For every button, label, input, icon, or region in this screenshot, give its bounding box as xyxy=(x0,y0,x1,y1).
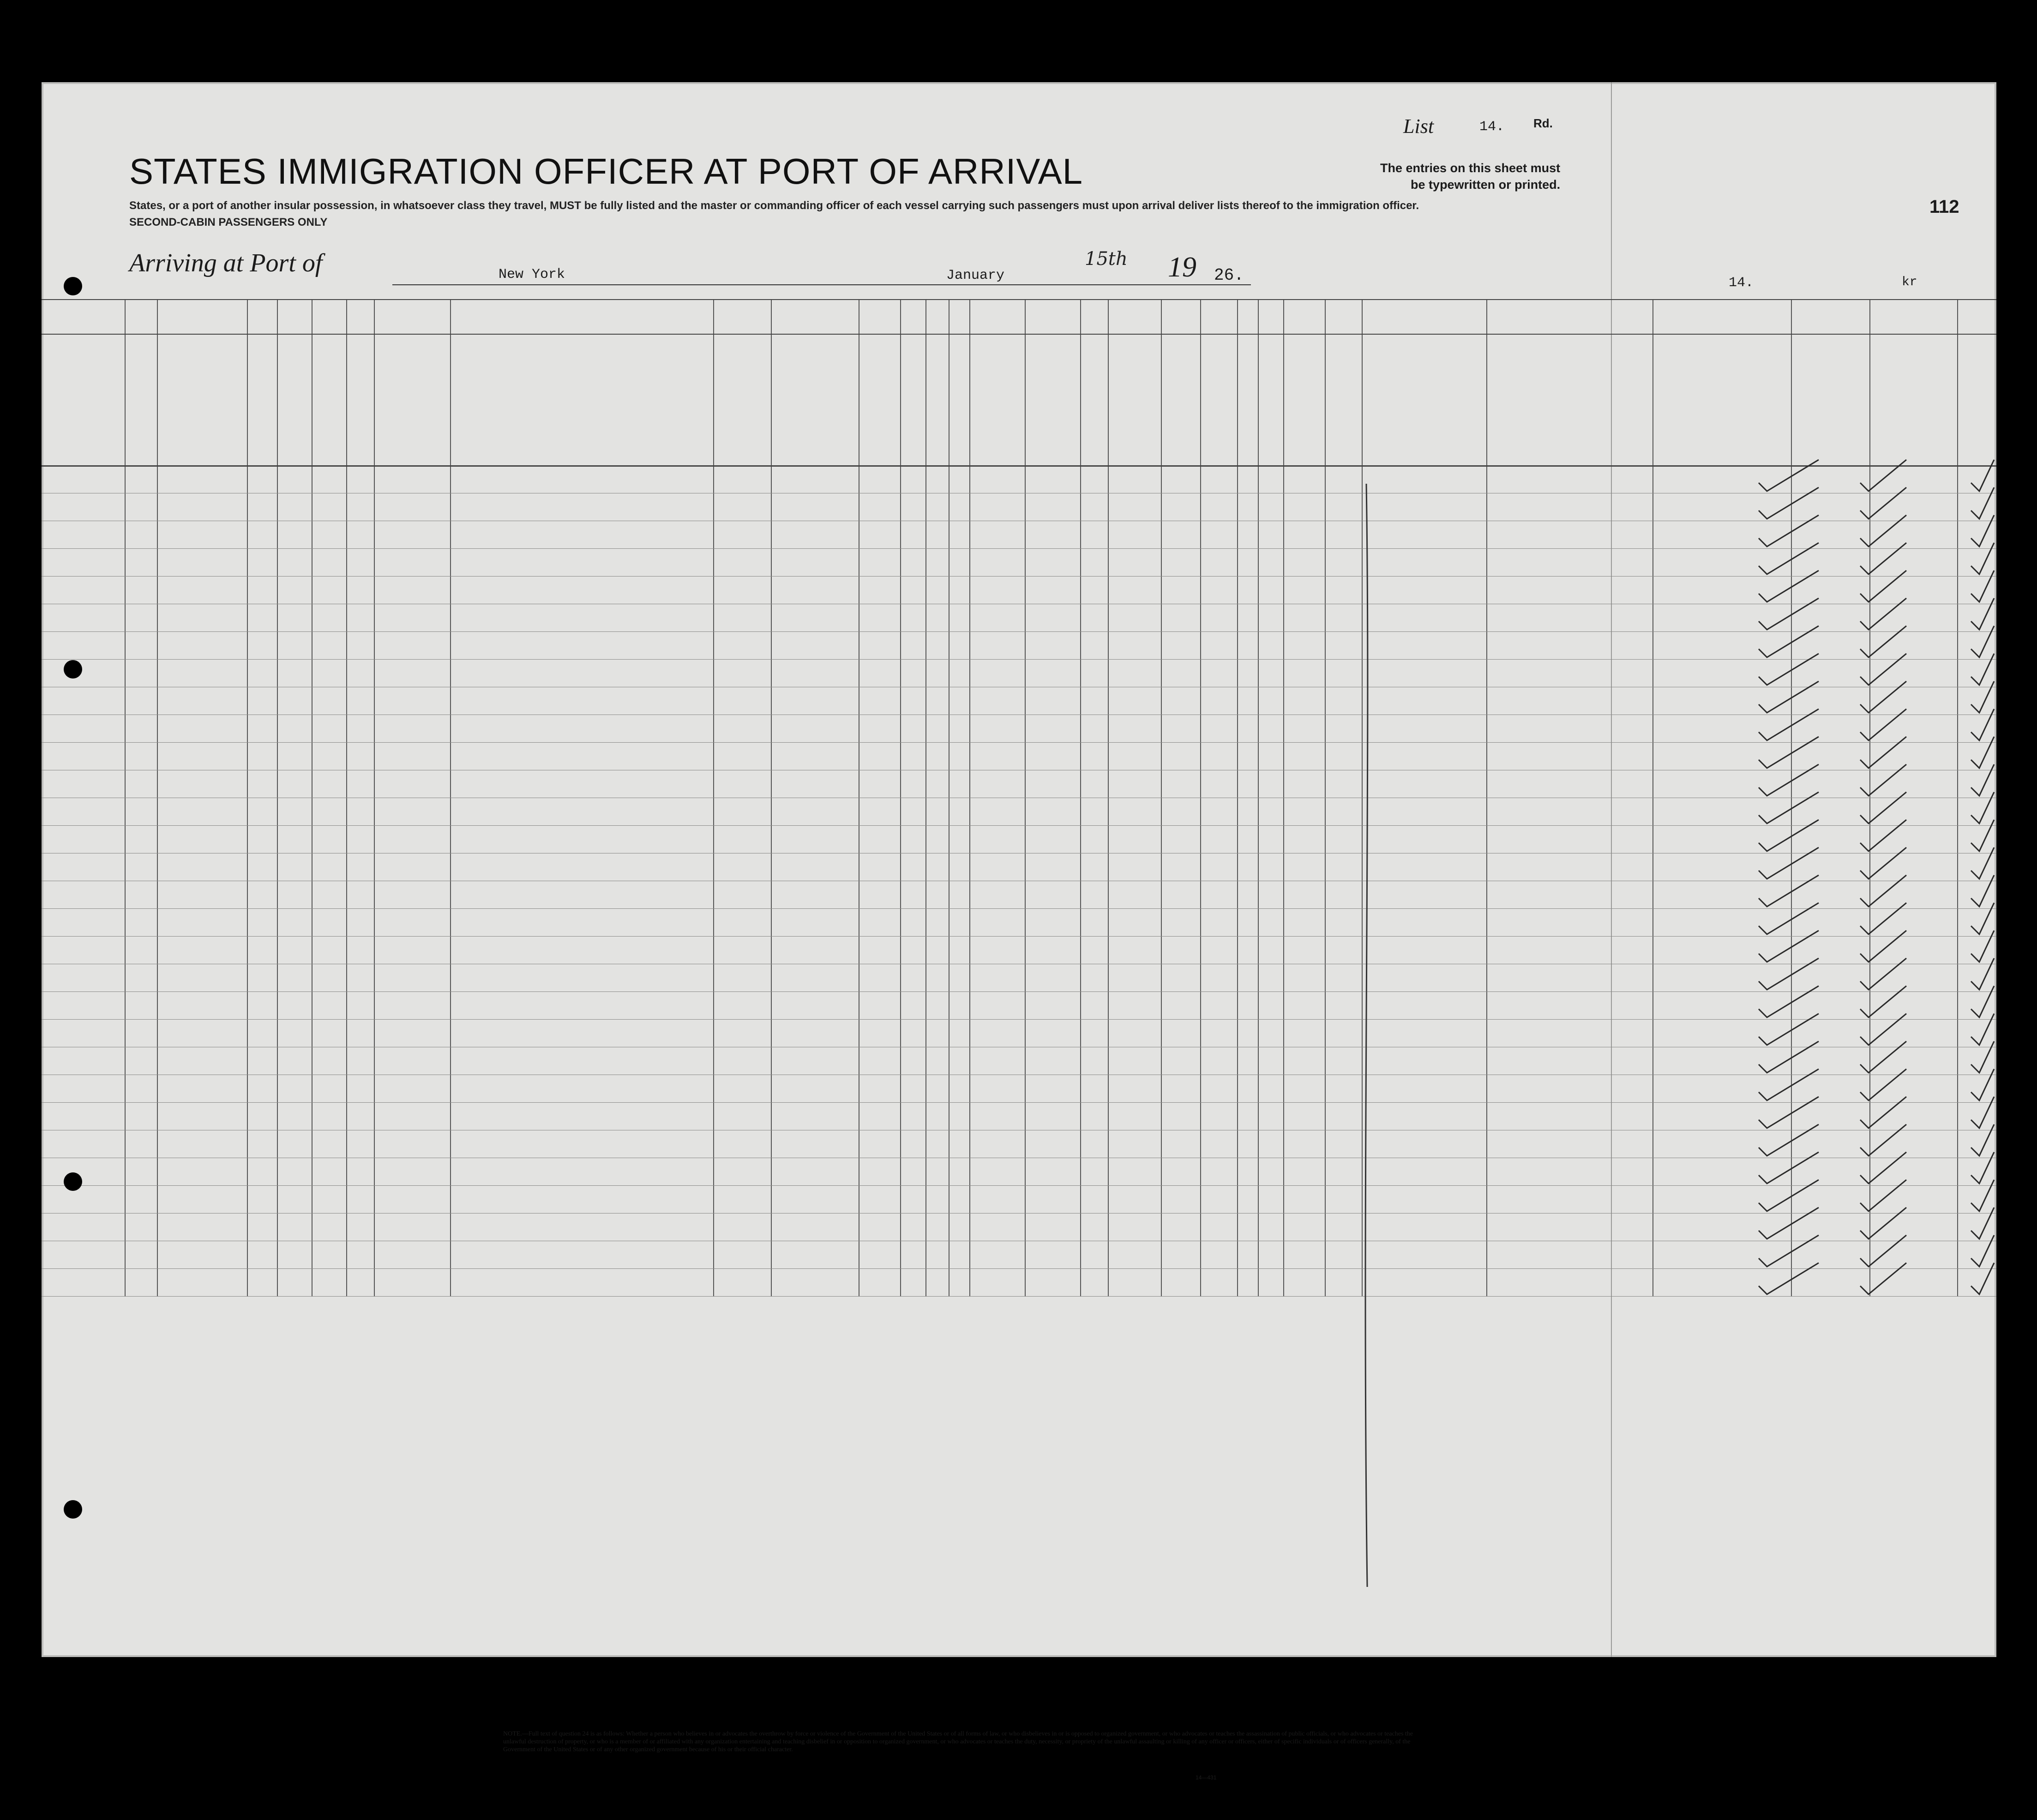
check-mark-stroke xyxy=(1759,1097,1819,1128)
check-mark-stroke xyxy=(1971,1263,1994,1294)
check-mark-stroke xyxy=(1860,847,1906,879)
header-number-rule xyxy=(42,334,1996,335)
row-rule xyxy=(42,991,1996,992)
check-mark-stroke xyxy=(1860,626,1906,657)
check-mark-stroke xyxy=(1759,847,1819,879)
check-mark-stroke xyxy=(1759,792,1819,823)
check-mark-stroke xyxy=(1971,598,1994,630)
check-mark-stroke xyxy=(1971,931,1994,962)
check-mark-stroke xyxy=(1971,709,1994,740)
header-bottom-rule xyxy=(42,465,1996,467)
page-title: STATES IMMIGRATION OFFICER AT PORT OF ARRIVAL xyxy=(129,151,1083,192)
check-mark-stroke xyxy=(1759,764,1819,796)
check-mark-stroke xyxy=(1759,875,1819,907)
check-mark-stroke xyxy=(1971,1069,1994,1100)
check-mark-stroke xyxy=(1860,654,1906,685)
list-number-right: 14. xyxy=(1729,275,1754,291)
check-mark-stroke xyxy=(1860,931,1906,962)
check-mark-stroke xyxy=(1860,709,1906,740)
check-mark-stroke xyxy=(1759,820,1819,851)
check-mark-stroke xyxy=(1860,820,1906,851)
sheet-fold xyxy=(1611,82,1612,1657)
check-mark-stroke xyxy=(1759,1152,1819,1183)
check-mark-stroke xyxy=(1971,1124,1994,1156)
check-mark-stroke xyxy=(1971,986,1994,1017)
check-mark-stroke xyxy=(1971,1180,1994,1211)
check-mark-stroke xyxy=(1971,903,1994,934)
row-rule xyxy=(42,1268,1996,1269)
check-mark-stroke xyxy=(1759,1124,1819,1156)
arrival-port: New York xyxy=(499,267,565,282)
check-mark-stroke xyxy=(1860,571,1906,602)
check-mark-stroke xyxy=(1759,1207,1819,1239)
pen-line xyxy=(1365,484,1368,1587)
check-mark-stroke xyxy=(1860,460,1906,491)
check-mark-stroke xyxy=(1860,1124,1906,1156)
clerk-initials: kr xyxy=(1902,275,1917,289)
check-mark-stroke xyxy=(1759,1263,1819,1294)
check-mark-stroke xyxy=(1759,958,1819,990)
entries-note-line-2: be typewritten or printed. xyxy=(1411,178,1561,192)
check-mark-stroke xyxy=(1759,986,1819,1017)
form-code: 14—431 xyxy=(1196,1774,1217,1781)
instructions-text: States, or a port of another insular possession, in whatsoever class they travel, MUST be fully listed and the master or commanding officer of each vessel carrying such passengers must upon arrival deliver lists thereof to the immigration officer. xyxy=(129,199,1419,212)
check-mark-stroke xyxy=(1971,1152,1994,1183)
row-rule xyxy=(42,1185,1996,1186)
check-mark-stroke xyxy=(1759,1041,1819,1073)
row-rule xyxy=(42,576,1996,577)
check-mark-stroke xyxy=(1971,737,1994,768)
check-mark-stroke xyxy=(1860,875,1906,907)
check-mark-stroke xyxy=(1860,1152,1906,1183)
check-mark-stroke xyxy=(1759,487,1819,519)
punch-hole xyxy=(64,277,82,295)
check-mark-stroke xyxy=(1971,487,1994,519)
row-rule xyxy=(42,548,1996,549)
row-rule xyxy=(42,631,1996,632)
check-mark-stroke xyxy=(1860,598,1906,630)
check-mark-stroke xyxy=(1971,847,1994,879)
check-mark-stroke xyxy=(1971,764,1994,796)
entries-note-line-1: The entries on this sheet must xyxy=(1380,161,1561,175)
year-prefix: 19 xyxy=(1168,252,1196,283)
row-rule xyxy=(42,742,1996,743)
check-mark-stroke xyxy=(1860,487,1906,519)
check-mark-stroke xyxy=(1971,571,1994,602)
check-mark-stroke xyxy=(1759,654,1819,685)
check-mark-stroke xyxy=(1759,903,1819,934)
check-mark-stroke xyxy=(1860,737,1906,768)
punch-hole xyxy=(64,1172,82,1191)
check-mark-stroke xyxy=(1759,543,1819,574)
check-mark-stroke xyxy=(1759,1069,1819,1100)
footnote: NOTE.—Full text of question 24 is as follows: Whether a person who believes in or advocates the overthrow by force or violence of the Government of the United States or of all forms of law, or who disbelieves in or is opposed to organized government, or who advocates or teaches the assassination of public officials, or who advocates or teaches the unlawful destruction of property, or who is a member of or affiliated with any organization entertaining and teaching disbelief in or opposition to organized government, or who advocates or teaches the duty, necessity, or propriety of the unlawful assaulting or killing of any officer or officers, either of specific individuals or of officers generally, of the Government of the United States or of any other organized government because of his or their official character. xyxy=(503,1730,1413,1753)
check-mark-stroke xyxy=(1971,1235,1994,1267)
rd-label: Rd. xyxy=(1533,116,1553,130)
check-mark-stroke xyxy=(1860,515,1906,547)
row-rule xyxy=(42,825,1996,826)
arrival-day: 15th xyxy=(1085,248,1128,270)
check-mark-stroke xyxy=(1759,515,1819,547)
check-mark-stroke xyxy=(1860,543,1906,574)
row-rule xyxy=(42,936,1996,937)
check-mark-stroke xyxy=(1759,737,1819,768)
check-mark-stroke xyxy=(1971,820,1994,851)
list-number: 14. xyxy=(1479,119,1505,135)
check-mark-stroke xyxy=(1860,903,1906,934)
row-rule xyxy=(42,1019,1996,1020)
check-mark-stroke xyxy=(1860,764,1906,796)
page-number: 112 xyxy=(1929,197,1959,217)
check-mark-stroke xyxy=(1860,958,1906,990)
check-mark-stroke xyxy=(1860,792,1906,823)
check-mark-stroke xyxy=(1971,1041,1994,1073)
check-mark-stroke xyxy=(1759,709,1819,740)
check-mark-stroke xyxy=(1860,1014,1906,1045)
check-mark-stroke xyxy=(1860,1069,1906,1100)
check-mark-stroke xyxy=(1860,1097,1906,1128)
check-mark-stroke xyxy=(1971,515,1994,547)
check-mark-stroke xyxy=(1860,681,1906,713)
check-mark-stroke xyxy=(1971,792,1994,823)
check-mark-stroke xyxy=(1759,571,1819,602)
check-mark-stroke xyxy=(1860,1041,1906,1073)
check-mark-stroke xyxy=(1971,1207,1994,1239)
check-mark-stroke xyxy=(1759,681,1819,713)
check-mark-stroke xyxy=(1759,626,1819,657)
row-rule xyxy=(42,1102,1996,1103)
check-mark-stroke xyxy=(1759,1180,1819,1211)
manifest-sheet xyxy=(42,82,1996,1781)
arrival-month: January xyxy=(946,268,1005,283)
row-rule xyxy=(42,659,1996,660)
check-mark-stroke xyxy=(1971,460,1994,491)
check-mark-stroke xyxy=(1860,1235,1906,1267)
check-mark-stroke xyxy=(1971,958,1994,990)
check-mark-stroke xyxy=(1759,1014,1819,1045)
check-mark-stroke xyxy=(1759,598,1819,630)
check-mark-stroke xyxy=(1860,986,1906,1017)
check-mark-stroke xyxy=(1971,681,1994,713)
punch-hole xyxy=(64,660,82,679)
check-mark-stroke xyxy=(1971,543,1994,574)
arriving-label: Arriving at Port of xyxy=(129,249,323,277)
check-mark-stroke xyxy=(1971,1014,1994,1045)
row-rule xyxy=(42,908,1996,909)
year-suffix: 26. xyxy=(1214,266,1244,285)
pen-check-marks xyxy=(42,82,1996,1657)
row-rule xyxy=(42,1296,1996,1297)
check-mark-stroke xyxy=(1971,875,1994,907)
check-mark-stroke xyxy=(1860,1263,1906,1294)
check-mark-stroke xyxy=(1759,931,1819,962)
check-mark-stroke xyxy=(1759,1235,1819,1267)
check-mark-stroke xyxy=(1860,1180,1906,1211)
list-label: List xyxy=(1403,115,1434,138)
check-mark-stroke xyxy=(1971,1097,1994,1128)
punch-hole xyxy=(64,1500,82,1519)
cabin-class: SECOND-CABIN PASSENGERS ONLY xyxy=(129,216,328,228)
check-mark-stroke xyxy=(1971,626,1994,657)
check-mark-stroke xyxy=(1759,460,1819,491)
entries-note xyxy=(1380,160,1560,193)
check-mark-stroke xyxy=(1860,1207,1906,1239)
check-mark-stroke xyxy=(1971,654,1994,685)
header-top-rule xyxy=(42,299,1996,300)
port-underline xyxy=(392,284,1251,285)
